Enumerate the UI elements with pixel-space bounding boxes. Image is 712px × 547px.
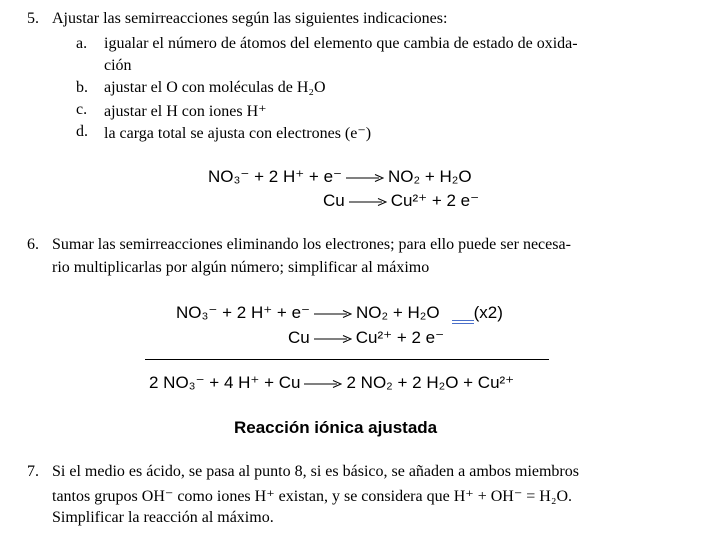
step-5-item-d-text: la carga total se ajusta con electrones (e⁻)	[104, 125, 372, 142]
note-underline-mark	[452, 320, 474, 321]
eq-left: 2 NO₃⁻ + 4 H⁺ + Cu	[149, 373, 301, 392]
step-6-text: Sumar las semirreacciones eliminando los electrones; para ello puede ser necesa-	[52, 236, 571, 253]
step-5-item-b-letter: b.	[76, 79, 88, 96]
reaction-arrow-icon	[314, 334, 352, 344]
step-5-item-a-letter: a.	[76, 35, 88, 52]
eq-right: 2 NO₂ + 2 H₂O + Cu²⁺	[346, 373, 515, 392]
step-5-item-c-letter: c.	[76, 101, 88, 118]
step-5-equation-2	[323, 191, 479, 211]
reaction-arrow-icon	[349, 197, 387, 207]
step-5-item-a-text: igualar el número de átomos del elemento que cambia de estado de oxida-	[104, 35, 578, 52]
step-7-text-cont: tantos grupos OH⁻ como iones H⁺ existan, y se considera que H⁺ + OH⁻ = H₂O.	[52, 488, 572, 505]
step-7-text: Si el medio es ácido, se pasa al punto 8, si es básico, se añaden a ambos miembros	[52, 463, 579, 480]
step-5-text: Ajustar las semirreacciones según las siguientes indicaciones:	[52, 10, 448, 27]
eq-left: Cu	[323, 191, 345, 210]
step-5-equation-1	[208, 167, 472, 187]
eq-right: Cu²⁺ + 2 e⁻	[390, 191, 480, 210]
step-6-equation-1	[176, 303, 503, 323]
step-6-number: 6.	[27, 236, 39, 253]
step-6-equation-2	[288, 328, 444, 348]
step-5-item-a-text-cont: ción	[104, 57, 132, 74]
ionic-reaction-caption: Reacción iónica ajustada	[234, 418, 438, 437]
sum-divider-line	[145, 359, 549, 360]
step-7-text-cont-2: Simplificar la reacción al máximo.	[52, 509, 274, 526]
step-7-number: 7.	[27, 463, 39, 480]
eq-left: NO₃⁻ + 2 H⁺ + e⁻	[208, 167, 342, 186]
multiplier-note	[474, 303, 503, 322]
eq-left: Cu	[288, 328, 310, 347]
step-5-number: 5.	[27, 10, 39, 27]
step-6-sum-equation	[149, 373, 514, 393]
step-6-text-cont: rio multiplicarlas por algún número; simplificar al máximo	[52, 259, 430, 276]
reaction-arrow-icon	[346, 173, 384, 183]
step-5-item-c-text: ajustar el H con iones H⁺	[104, 103, 267, 120]
step-5-item-d-letter: d.	[76, 123, 88, 140]
note-underline-mark	[452, 323, 474, 324]
eq-right: Cu²⁺ + 2 e⁻	[355, 328, 445, 347]
reaction-arrow-icon	[314, 309, 352, 319]
reaction-arrow-icon	[304, 379, 342, 389]
eq-left: NO₃⁻ + 2 H⁺ + e⁻	[176, 303, 310, 322]
step-5-item-b-text: ajustar el O con moléculas de H₂O	[104, 79, 326, 96]
multiplier-label: (x2)	[473, 303, 503, 322]
eq-right: NO₂ + H₂O	[388, 167, 472, 186]
eq-right: NO₂ + H₂O	[356, 303, 440, 322]
